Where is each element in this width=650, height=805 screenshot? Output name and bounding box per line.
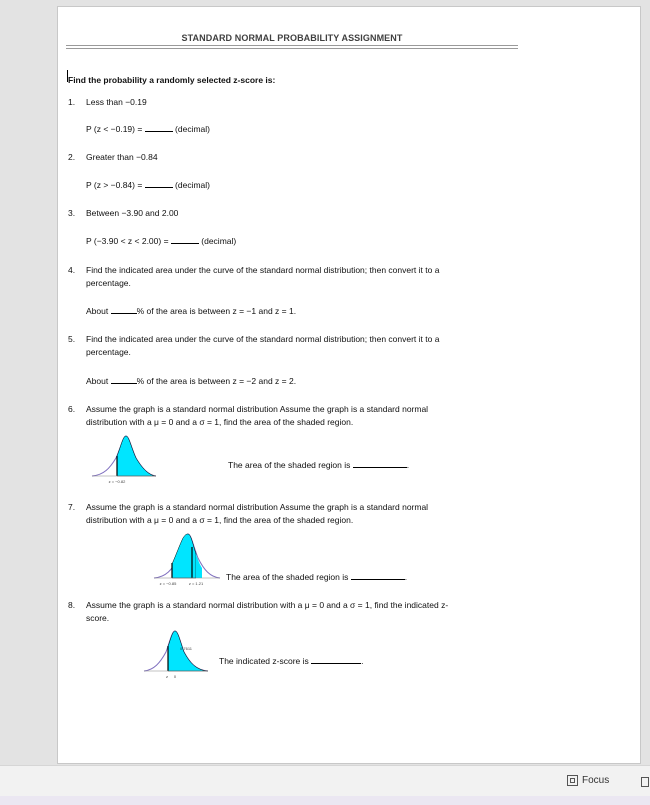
q2-number: 2. <box>68 152 76 162</box>
q5-text-line1: Find the indicated area under the curve of the standard normal distribution; then convert it to a <box>86 334 440 344</box>
q3-answer-prefix: P (−3.90 < z < 2.00) = <box>86 236 171 246</box>
q7-shaded-region-right <box>196 554 202 578</box>
q7-number: 7. <box>68 502 76 512</box>
q7-answer-prefix: The area of the shaded region is <box>226 572 351 582</box>
q3-text: Between −3.90 and 2.00 <box>86 208 179 218</box>
q4-text-line1: Find the indicated area under the curve of the standard normal distribution; then convert it to a <box>86 265 440 275</box>
q5-answer-suffix: % of the area is between z = −2 and z = 2. <box>136 376 297 386</box>
q6-number: 6. <box>68 404 76 414</box>
q5-text-line2: percentage. <box>86 347 131 357</box>
q1-answer-suffix: (decimal) <box>172 124 210 134</box>
q2-text: Greater than −0.84 <box>86 152 158 162</box>
q5-answer-blank[interactable] <box>111 375 137 384</box>
q1-answer-blank[interactable] <box>145 123 173 132</box>
q6-normal-curve-figure <box>90 432 158 484</box>
q6-answer-blank[interactable] <box>353 459 410 470</box>
q1-number: 1. <box>68 97 76 107</box>
q3-answer-line <box>86 235 236 248</box>
q7-answer-line <box>226 571 407 584</box>
q6-answer-suffix: . <box>406 460 410 470</box>
q1-text: Less than −0.19 <box>86 97 147 107</box>
focus-button[interactable] <box>567 775 609 786</box>
document-title: STANDARD NORMAL PROBABILITY ASSIGNMENT <box>181 33 403 43</box>
q1-answer-prefix: P (z < −0.19) = <box>86 124 145 134</box>
q4-answer-prefix: About <box>86 306 111 316</box>
q2-answer-suffix: (decimal) <box>172 180 210 190</box>
q7-answer-blank[interactable] <box>351 571 408 582</box>
q5-number: 5. <box>68 334 76 344</box>
q8-answer-blank[interactable] <box>311 655 364 666</box>
q8-z-label: z <box>166 674 168 679</box>
focus-icon <box>567 775 578 786</box>
q7-normal-curve-figure <box>152 530 222 588</box>
q8-number: 8. <box>68 600 76 610</box>
q3-number: 3. <box>68 208 76 218</box>
status-bar <box>0 765 650 796</box>
q7-text-line1: Assume the graph is a standard normal distribution Assume the graph is a standard normal <box>86 502 429 512</box>
q1-answer-line <box>86 123 210 136</box>
q7-answer-suffix: . <box>404 572 408 582</box>
q4-text-line2: percentage. <box>86 278 131 288</box>
q4-number: 4. <box>68 265 76 275</box>
q8-answer-suffix: . <box>361 656 364 666</box>
q4-answer-blank[interactable] <box>111 305 137 314</box>
q2-answer-line <box>86 179 210 192</box>
q5-answer-prefix: About <box>86 376 111 386</box>
q3-answer-blank[interactable] <box>171 235 199 244</box>
q8-shaded-region <box>168 631 208 671</box>
q2-answer-prefix: P (z > −0.84) = <box>86 180 145 190</box>
q8-text-line2: score. <box>86 613 110 623</box>
q8-answer-line <box>219 655 364 668</box>
q2-answer-blank[interactable] <box>145 179 173 188</box>
q5-answer-line <box>86 375 296 388</box>
title-rule <box>66 48 518 49</box>
q4-answer-line <box>86 305 296 318</box>
q8-answer-prefix: The indicated z-score is <box>219 656 312 666</box>
q6-answer-prefix: The area of the shaded region is <box>228 460 353 470</box>
q7-left-z-label: z = −0.85 <box>159 581 177 586</box>
focus-label: Focus <box>582 775 610 786</box>
q7-right-z-label: z = 1.21 <box>188 581 204 586</box>
q7-text-line2: distribution with a μ = 0 and a σ = 1, find the area of the shaded region. <box>86 515 354 525</box>
q6-answer-line <box>228 459 409 472</box>
q4-answer-suffix: % of the area is between z = −1 and z = 1. <box>136 306 297 316</box>
q6-z-label: z = −0.82 <box>108 479 126 484</box>
q6-text-line1: Assume the graph is a standard normal distribution Assume the graph is a standard normal <box>86 404 429 414</box>
title-rule <box>66 45 518 46</box>
q8-normal-curve-figure <box>142 627 212 679</box>
q6-text-line2: distribution with a μ = 0 and a σ = 1, find the area of the shaded region. <box>86 417 354 427</box>
q3-answer-suffix: (decimal) <box>198 236 237 246</box>
taskbar-strip <box>0 796 650 805</box>
q8-zero-label: 0 <box>173 674 177 679</box>
q8-text-line1: Assume the graph is a standard normal distribution with a μ = 0 and a σ = 1, find the indicated z- <box>86 600 449 610</box>
view-layout-icon[interactable] <box>641 777 649 787</box>
q8-area-label: 0.7611 <box>180 646 192 651</box>
q6-shaded-region <box>117 436 156 476</box>
instruction-text: Find the probability a randomly selected z-score is: <box>68 75 276 85</box>
